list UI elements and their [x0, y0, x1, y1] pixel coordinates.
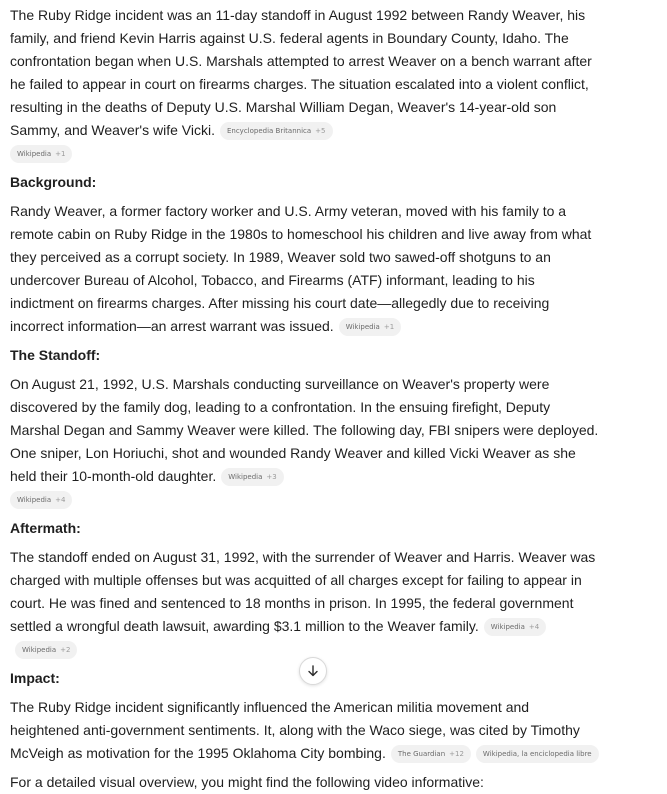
- background-text: Randy Weaver, a former factory worker and U.S. Army veteran, moved with his family to a remote cabin on Ruby Ridge in the 1980s to homeschool his children and live away from what they perceived as a corrupt society. In 1989, Weaver sold two sawed-off shotguns to an undercover Bureau of Alcohol, Tobacco, and Firearms (ATF) informant, leading to his indictment on firearms charges. After missing his court date—allegedly due to receiving incorrect information—an arrest warrant was issued.: [10, 203, 592, 334]
- citation-source: Wikipedia: [228, 473, 263, 482]
- background-paragraph: [10, 200, 602, 338]
- citation-chip[interactable]: [476, 745, 599, 763]
- citation-count: +4: [55, 495, 66, 504]
- citation-source: Wikipedia: [17, 495, 52, 504]
- intro-paragraph: [10, 4, 602, 142]
- aftermath-text: The standoff ended on August 31, 1992, with the surrender of Weaver and Harris. Weaver was charged with multiple offenses but was acquitted of all charges except for failing to appear in court. He was fined and sentenced to 18 months in prison. In 1995, the federal government settled a wrongful death lawsuit, awarding $3.1 million to the Weaver family.: [10, 549, 596, 634]
- scroll-to-bottom-button[interactable]: [299, 657, 327, 685]
- citation-chip[interactable]: [15, 641, 77, 659]
- standoff-text: On August 21, 1992, U.S. Marshals conducting surveillance on Weaver's property were discovered by the family dog, leading to a confrontation. In the ensuing firefight, Deputy Marshal Degan and Sammy Weaver were killed. The following day, FBI snipers were deployed. One sniper, Lon Horiuchi, shot and wounded Randy Weaver and killed Vicki Weaver as she held their 10-month-old daughter.: [10, 376, 599, 484]
- citation-source: Wikipedia: [490, 623, 525, 632]
- citation-chip[interactable]: [10, 145, 72, 163]
- impact-text: The Ruby Ridge incident significantly influenced the American militia movement and heightened anti-government sentiments. It, along with the Waco siege, was cited by Timothy McVeigh as motivation for the 1995 Oklahoma City bombing.: [10, 699, 580, 761]
- impact-paragraph: [10, 696, 602, 765]
- section-heading-impact: Impact:: [10, 670, 60, 686]
- arrow-down-icon: [307, 665, 319, 677]
- citation-source: Encyclopedia Britannica: [226, 127, 312, 136]
- citation-source: The Guardian: [397, 750, 446, 759]
- citation-count: +2: [60, 646, 71, 655]
- citation-row: [10, 488, 602, 511]
- citation-source: Wikipedia, la enciclopedia libre: [482, 750, 592, 759]
- citation-chip[interactable]: [220, 122, 333, 140]
- closing-paragraph: For a detailed visual overview, you might find the following video informative:: [10, 774, 484, 790]
- citation-chip[interactable]: [391, 745, 471, 763]
- standoff-paragraph: [10, 373, 602, 488]
- citation-row: [10, 142, 602, 165]
- citation-count: +4: [528, 623, 540, 632]
- citation-chip[interactable]: [221, 468, 283, 486]
- section-heading-background: Background:: [10, 174, 97, 190]
- citation-source: Wikipedia: [345, 323, 380, 332]
- section-heading-standoff: The Standoff:: [10, 347, 101, 363]
- citation-count: +1: [55, 149, 66, 158]
- citation-chip[interactable]: [484, 618, 546, 636]
- citation-source: Wikipedia: [22, 646, 57, 655]
- citation-chip[interactable]: [10, 491, 72, 509]
- citation-count: +12: [449, 750, 464, 759]
- citation-count: +3: [266, 473, 277, 482]
- citation-source: Wikipedia: [17, 149, 52, 158]
- citation-count: +1: [383, 323, 395, 332]
- section-heading-aftermath: Aftermath:: [10, 520, 81, 536]
- citation-chip[interactable]: [339, 318, 401, 336]
- aftermath-paragraph: [10, 546, 602, 661]
- intro-text: The Ruby Ridge incident was an 11-day standoff in August 1992 between Randy Weaver, his family, and friend Kevin Harris against U.S. federal agents in Boundary County, Idaho. The confrontation began when U.S. Marshals attempted to arrest Weaver on a bench warrant after he failed to appear in court on firearms charges. The situation escalated into a violent conflict, resulting in the deaths of Deputy U.S. Marshal William Degan, Weaver's 14-year-old son Sammy, and Weaver's wife Vicki.: [10, 7, 592, 138]
- citation-count: +5: [315, 127, 326, 136]
